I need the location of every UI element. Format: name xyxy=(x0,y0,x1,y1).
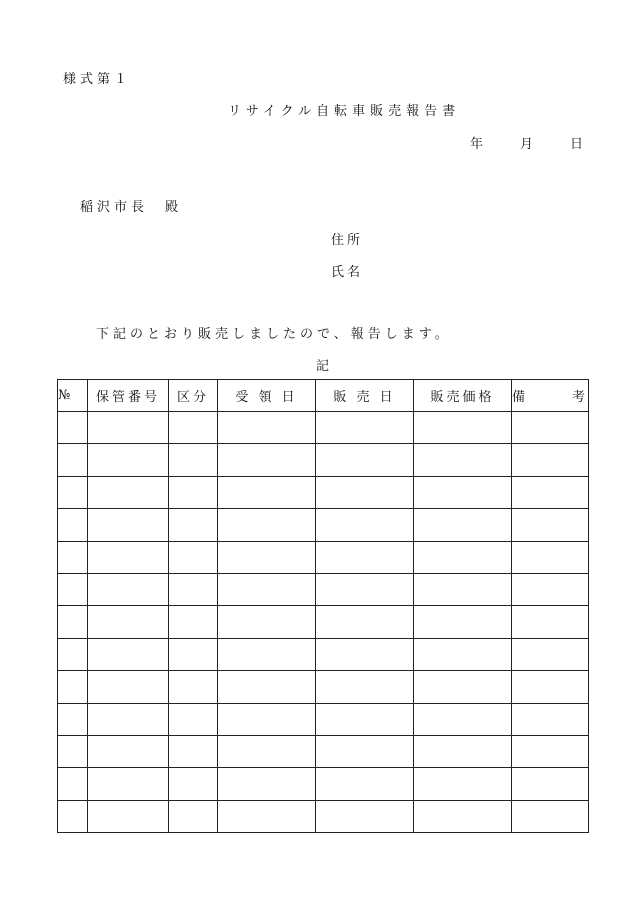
header-sale-date: 販 売 日 xyxy=(316,380,414,412)
cell-received-date xyxy=(218,606,316,638)
cell-sale-price xyxy=(414,735,512,767)
table-row xyxy=(58,703,589,735)
cell-storage-number xyxy=(88,541,169,573)
header-no: № xyxy=(58,380,88,412)
cell-remarks xyxy=(512,671,589,703)
date-month-label: 月 xyxy=(520,137,534,152)
header-received-date: 受 領 日 xyxy=(218,380,316,412)
cell-storage-number xyxy=(88,800,169,832)
header-category: 区分 xyxy=(169,380,218,412)
cell-sale-price xyxy=(414,444,512,476)
cell-remarks xyxy=(512,444,589,476)
cell-storage-number xyxy=(88,573,169,605)
cell-sale-date xyxy=(316,638,414,670)
cell-category xyxy=(169,509,218,541)
report-table xyxy=(57,379,589,833)
cell-no xyxy=(58,476,88,508)
cell-sale-date xyxy=(316,573,414,605)
cell-storage-number xyxy=(88,638,169,670)
table-row xyxy=(58,735,589,767)
cell-sale-price xyxy=(414,541,512,573)
cell-received-date xyxy=(218,509,316,541)
cell-sale-price xyxy=(414,768,512,800)
cell-received-date xyxy=(218,800,316,832)
cell-storage-number xyxy=(88,412,169,444)
table-row xyxy=(58,800,589,832)
cell-sale-price xyxy=(414,573,512,605)
cell-category xyxy=(169,768,218,800)
cell-no xyxy=(58,671,88,703)
cell-remarks xyxy=(512,703,589,735)
cell-no xyxy=(58,735,88,767)
table-row xyxy=(58,671,589,703)
cell-sale-price xyxy=(414,476,512,508)
table-row xyxy=(58,638,589,670)
cell-received-date xyxy=(218,703,316,735)
cell-remarks xyxy=(512,606,589,638)
cell-received-date xyxy=(218,638,316,670)
cell-sale-date xyxy=(316,476,414,508)
sender-address-label: 住所 xyxy=(331,233,364,248)
cell-remarks xyxy=(512,768,589,800)
cell-received-date xyxy=(218,541,316,573)
cell-category xyxy=(169,412,218,444)
document-title: リサイクル自転車販売報告書 xyxy=(228,104,461,119)
cell-storage-number xyxy=(88,509,169,541)
cell-sale-date xyxy=(316,509,414,541)
cell-sale-date xyxy=(316,768,414,800)
cell-sale-date xyxy=(316,444,414,476)
ki-heading: 記 xyxy=(316,359,330,374)
cell-received-date xyxy=(218,573,316,605)
cell-sale-date xyxy=(316,703,414,735)
cell-category xyxy=(169,671,218,703)
cell-remarks xyxy=(512,573,589,605)
cell-received-date xyxy=(218,768,316,800)
cell-remarks xyxy=(512,412,589,444)
form-number: 様式第１ xyxy=(63,72,132,87)
cell-received-date xyxy=(218,671,316,703)
cell-sale-date xyxy=(316,735,414,767)
cell-no xyxy=(58,606,88,638)
cell-remarks xyxy=(512,638,589,670)
cell-sale-date xyxy=(316,800,414,832)
header-remarks: 備 考 xyxy=(512,380,589,412)
cell-no xyxy=(58,703,88,735)
cell-sale-date xyxy=(316,606,414,638)
cell-category xyxy=(169,703,218,735)
cell-remarks xyxy=(512,541,589,573)
cell-storage-number xyxy=(88,671,169,703)
sender-name-label: 氏名 xyxy=(331,265,364,280)
header-sale-price: 販売価格 xyxy=(414,380,512,412)
cell-no xyxy=(58,412,88,444)
cell-category xyxy=(169,541,218,573)
table-row xyxy=(58,606,589,638)
cell-remarks xyxy=(512,476,589,508)
cell-category xyxy=(169,573,218,605)
addressee: 稲沢市長 殿 xyxy=(80,200,183,215)
cell-category xyxy=(169,444,218,476)
cell-sale-price xyxy=(414,509,512,541)
header-storage-number: 保管番号 xyxy=(88,380,169,412)
cell-storage-number xyxy=(88,768,169,800)
cell-category xyxy=(169,606,218,638)
cell-category xyxy=(169,800,218,832)
date-year-label: 年 xyxy=(470,137,484,152)
cell-storage-number xyxy=(88,735,169,767)
cell-remarks xyxy=(512,735,589,767)
cell-category xyxy=(169,476,218,508)
cell-storage-number xyxy=(88,606,169,638)
table-row xyxy=(58,541,589,573)
cell-received-date xyxy=(218,735,316,767)
table-row xyxy=(58,412,589,444)
cell-sale-date xyxy=(316,671,414,703)
table-row xyxy=(58,573,589,605)
cell-category xyxy=(169,638,218,670)
cell-no xyxy=(58,800,88,832)
cell-received-date xyxy=(218,444,316,476)
body-text: 下記のとおり販売しましたので、報告します。 xyxy=(96,327,452,342)
cell-no xyxy=(58,638,88,670)
cell-storage-number xyxy=(88,476,169,508)
date-day-label: 日 xyxy=(570,137,584,152)
cell-no xyxy=(58,573,88,605)
table-row xyxy=(58,476,589,508)
cell-storage-number xyxy=(88,444,169,476)
cell-sale-price xyxy=(414,638,512,670)
cell-remarks xyxy=(512,509,589,541)
cell-no xyxy=(58,444,88,476)
cell-storage-number xyxy=(88,703,169,735)
cell-sale-price xyxy=(414,671,512,703)
table-row xyxy=(58,444,589,476)
cell-sale-price xyxy=(414,412,512,444)
cell-sale-date xyxy=(316,541,414,573)
cell-no xyxy=(58,768,88,800)
table-header-row xyxy=(58,380,589,412)
cell-remarks xyxy=(512,800,589,832)
cell-category xyxy=(169,735,218,767)
cell-no xyxy=(58,541,88,573)
cell-sale-price xyxy=(414,800,512,832)
cell-sale-price xyxy=(414,606,512,638)
cell-sale-date xyxy=(316,412,414,444)
cell-received-date xyxy=(218,412,316,444)
report-table-body xyxy=(58,412,589,833)
cell-sale-price xyxy=(414,703,512,735)
cell-no xyxy=(58,509,88,541)
table-row xyxy=(58,509,589,541)
cell-received-date xyxy=(218,476,316,508)
table-row xyxy=(58,768,589,800)
